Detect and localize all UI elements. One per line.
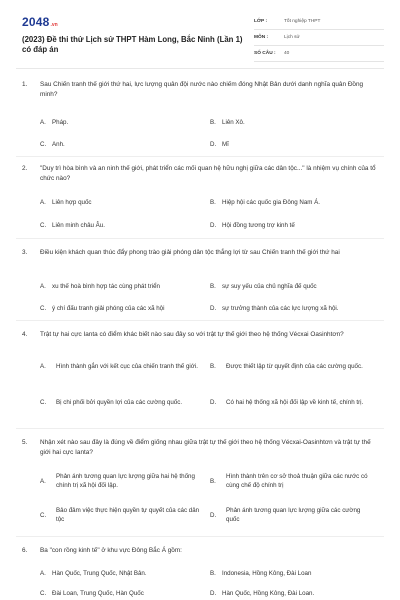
question-1 bbox=[22, 80, 382, 148]
exam-meta bbox=[254, 14, 384, 62]
question-number: 2. bbox=[22, 165, 28, 172]
option-letter: D. bbox=[210, 511, 217, 519]
logo-main-text: 2048 bbox=[22, 15, 50, 29]
option-letter: D. bbox=[210, 222, 217, 229]
question-number: 4. bbox=[22, 331, 28, 338]
option-text: Được thiết lập từ quyết định của các cường quốc. bbox=[226, 363, 363, 370]
option-b[interactable] bbox=[210, 569, 380, 578]
document-title: (2023) Đề thi thử Lịch sử THPT Hàm Long, Bắc Ninh (Lần 1) có đáp án bbox=[22, 35, 243, 54]
option-letter: D. bbox=[210, 305, 217, 312]
option-b[interactable] bbox=[210, 198, 380, 207]
option-b[interactable] bbox=[210, 362, 380, 371]
option-a[interactable] bbox=[40, 362, 210, 371]
option-letter: C. bbox=[40, 590, 47, 597]
option-c[interactable] bbox=[40, 506, 210, 524]
question-text: Điều kiện khách quan thúc đẩy phong trào giải phóng dân tộc thắng lợi từ sau Chiến tranh thế giới thứ hai bbox=[40, 249, 340, 256]
option-text: Phản ánh tương quan lực lượng giữa các cường quốc bbox=[226, 507, 361, 523]
option-a[interactable] bbox=[40, 198, 210, 207]
question-6 bbox=[22, 546, 382, 597]
option-a[interactable] bbox=[40, 118, 210, 127]
option-letter: B. bbox=[210, 477, 216, 485]
option-d[interactable] bbox=[210, 140, 380, 149]
option-text: Đài Loan, Trung Quốc, Hàn Quốc bbox=[52, 590, 144, 597]
question-text: Trật tự hai cực Ianta có điểm khác biết nào sau đây so với trật tự thế giới theo hệ thống Vécxai Oasinhtơn? bbox=[40, 331, 344, 338]
option-letter: C. bbox=[40, 399, 47, 406]
meta-label: SỐ CÂU : bbox=[254, 51, 276, 56]
option-text: Pháp. bbox=[52, 119, 69, 126]
question-separator bbox=[16, 238, 384, 239]
meta-row-class bbox=[254, 14, 384, 30]
option-d[interactable] bbox=[210, 304, 380, 313]
option-letter: D. bbox=[210, 590, 217, 597]
option-b[interactable] bbox=[210, 472, 380, 490]
option-letter: C. bbox=[40, 305, 47, 312]
option-text: Indonesia, Hồng Kông, Đài Loan bbox=[222, 570, 312, 577]
option-text: Có hai hệ thống xã hội đối lập về kinh tế, chính trị. bbox=[226, 399, 364, 406]
option-c[interactable] bbox=[40, 589, 210, 598]
option-text: Hiệp hội các quốc gia Đông Nam Á. bbox=[222, 199, 321, 206]
meta-value: Lịch sử bbox=[284, 35, 300, 40]
option-c[interactable] bbox=[40, 221, 210, 230]
option-letter: C. bbox=[40, 511, 47, 519]
question-text: Nhận xét nào sau đây là đúng về điểm giống nhau giữa trật tự thế giới theo hệ thống Vécxai-Oasinhtơn và trật tự thế giới hai cực Ianta? bbox=[40, 439, 371, 456]
option-letter: A. bbox=[40, 119, 46, 126]
option-letter: B. bbox=[210, 363, 216, 370]
option-d[interactable] bbox=[210, 589, 380, 598]
option-letter: D. bbox=[210, 399, 217, 406]
question-separator bbox=[16, 156, 384, 157]
meta-value: 40 bbox=[284, 51, 290, 56]
option-letter: A. bbox=[40, 477, 46, 485]
question-number: 3. bbox=[22, 249, 28, 256]
meta-label: MÔN : bbox=[254, 35, 269, 40]
logo-suffix-text: .vn bbox=[50, 22, 58, 28]
option-b[interactable] bbox=[210, 118, 380, 127]
option-c[interactable] bbox=[40, 398, 210, 407]
meta-row-subject bbox=[254, 30, 384, 46]
option-c[interactable] bbox=[40, 140, 210, 149]
option-text: xu thế hoà bình hợp tác cùng phát triển bbox=[52, 283, 160, 290]
option-text: Hàn Quốc, Hồng Kông, Đài Loan. bbox=[222, 590, 315, 597]
question-number: 1. bbox=[22, 81, 28, 88]
option-text: sự suy yếu của chủ nghĩa đế quốc bbox=[222, 283, 317, 290]
option-letter: A. bbox=[40, 570, 46, 577]
option-d[interactable] bbox=[210, 398, 380, 407]
question-4 bbox=[22, 330, 382, 406]
option-letter: C. bbox=[40, 141, 47, 148]
option-letter: D. bbox=[210, 141, 217, 148]
option-letter: C. bbox=[40, 222, 47, 229]
option-letter: A. bbox=[40, 363, 46, 370]
option-text: Phản ánh tương quan lực lượng giữa hai hệ thống chính trị xã hội đối lập. bbox=[56, 473, 195, 489]
question-text: "Duy trì hòa bình và an ninh thế giới, phát triển các mối quan hệ hữu nghị giữa các dân tộc..." là nhiệm vụ chính của tổ chức nào? bbox=[40, 165, 376, 182]
question-separator bbox=[16, 320, 384, 321]
question-number: 6. bbox=[22, 547, 28, 554]
option-letter: A. bbox=[40, 199, 46, 206]
option-d[interactable] bbox=[210, 221, 380, 230]
question-separator bbox=[16, 536, 384, 537]
question-text: Sau Chiến tranh thế giới thứ hai, lực lượng quân đội nước nào chiếm đóng Nhật Bản dưới danh nghĩa quân Đồng minh? bbox=[40, 81, 364, 98]
option-text: Hình thành trên cơ sở thoả thuận giữa các nước có cùng chế độ chính trị bbox=[226, 473, 368, 489]
document-header bbox=[0, 0, 400, 64]
header-divider bbox=[16, 68, 384, 69]
option-a[interactable] bbox=[40, 472, 210, 490]
option-letter: B. bbox=[210, 199, 216, 206]
option-text: Anh. bbox=[52, 141, 65, 148]
option-letter: B. bbox=[210, 283, 216, 290]
meta-label: LỚP : bbox=[254, 19, 268, 24]
question-5 bbox=[22, 438, 382, 523]
option-text: Bị chi phối bởi quyền lợi của các cường quốc. bbox=[56, 399, 183, 406]
option-text: sự trưởng thành của các lực lượng xã hội. bbox=[222, 305, 339, 312]
option-text: Bảo đảm việc thực hiện quyền tự quyết của các dân tộc bbox=[56, 507, 200, 523]
option-d[interactable] bbox=[210, 506, 380, 524]
option-a[interactable] bbox=[40, 282, 210, 291]
option-letter: B. bbox=[210, 119, 216, 126]
option-text: Hình thành gắn với kết cục của chiến tranh thế giới. bbox=[56, 363, 198, 370]
option-letter: A. bbox=[40, 283, 46, 290]
option-text: Hội đồng tương trợ kinh tế bbox=[222, 222, 295, 229]
option-a[interactable] bbox=[40, 569, 210, 578]
option-text: Liên Xô. bbox=[222, 119, 245, 126]
meta-row-question-count bbox=[254, 46, 384, 62]
question-2 bbox=[22, 164, 382, 229]
site-logo[interactable] bbox=[22, 15, 58, 27]
option-letter: B. bbox=[210, 570, 216, 577]
option-text: Liên hợp quốc bbox=[52, 199, 92, 206]
meta-value: Tốt nghiệp THPT bbox=[284, 19, 321, 24]
option-c[interactable] bbox=[40, 304, 210, 313]
question-separator bbox=[16, 428, 384, 429]
option-text: Liên minh châu Âu. bbox=[52, 222, 105, 229]
option-text: Hàn Quốc, Trung Quốc, Nhật Bản. bbox=[52, 570, 147, 577]
question-number: 5. bbox=[22, 439, 28, 446]
option-text: ý chí đấu tranh giải phóng của các xã hội bbox=[52, 305, 165, 312]
option-b[interactable] bbox=[210, 282, 380, 291]
option-text: Mĩ bbox=[222, 141, 229, 148]
question-3 bbox=[22, 248, 382, 312]
question-text: Ba "con rồng kinh tế" ở khu vực Đông Bắc Á gồm: bbox=[40, 547, 182, 554]
